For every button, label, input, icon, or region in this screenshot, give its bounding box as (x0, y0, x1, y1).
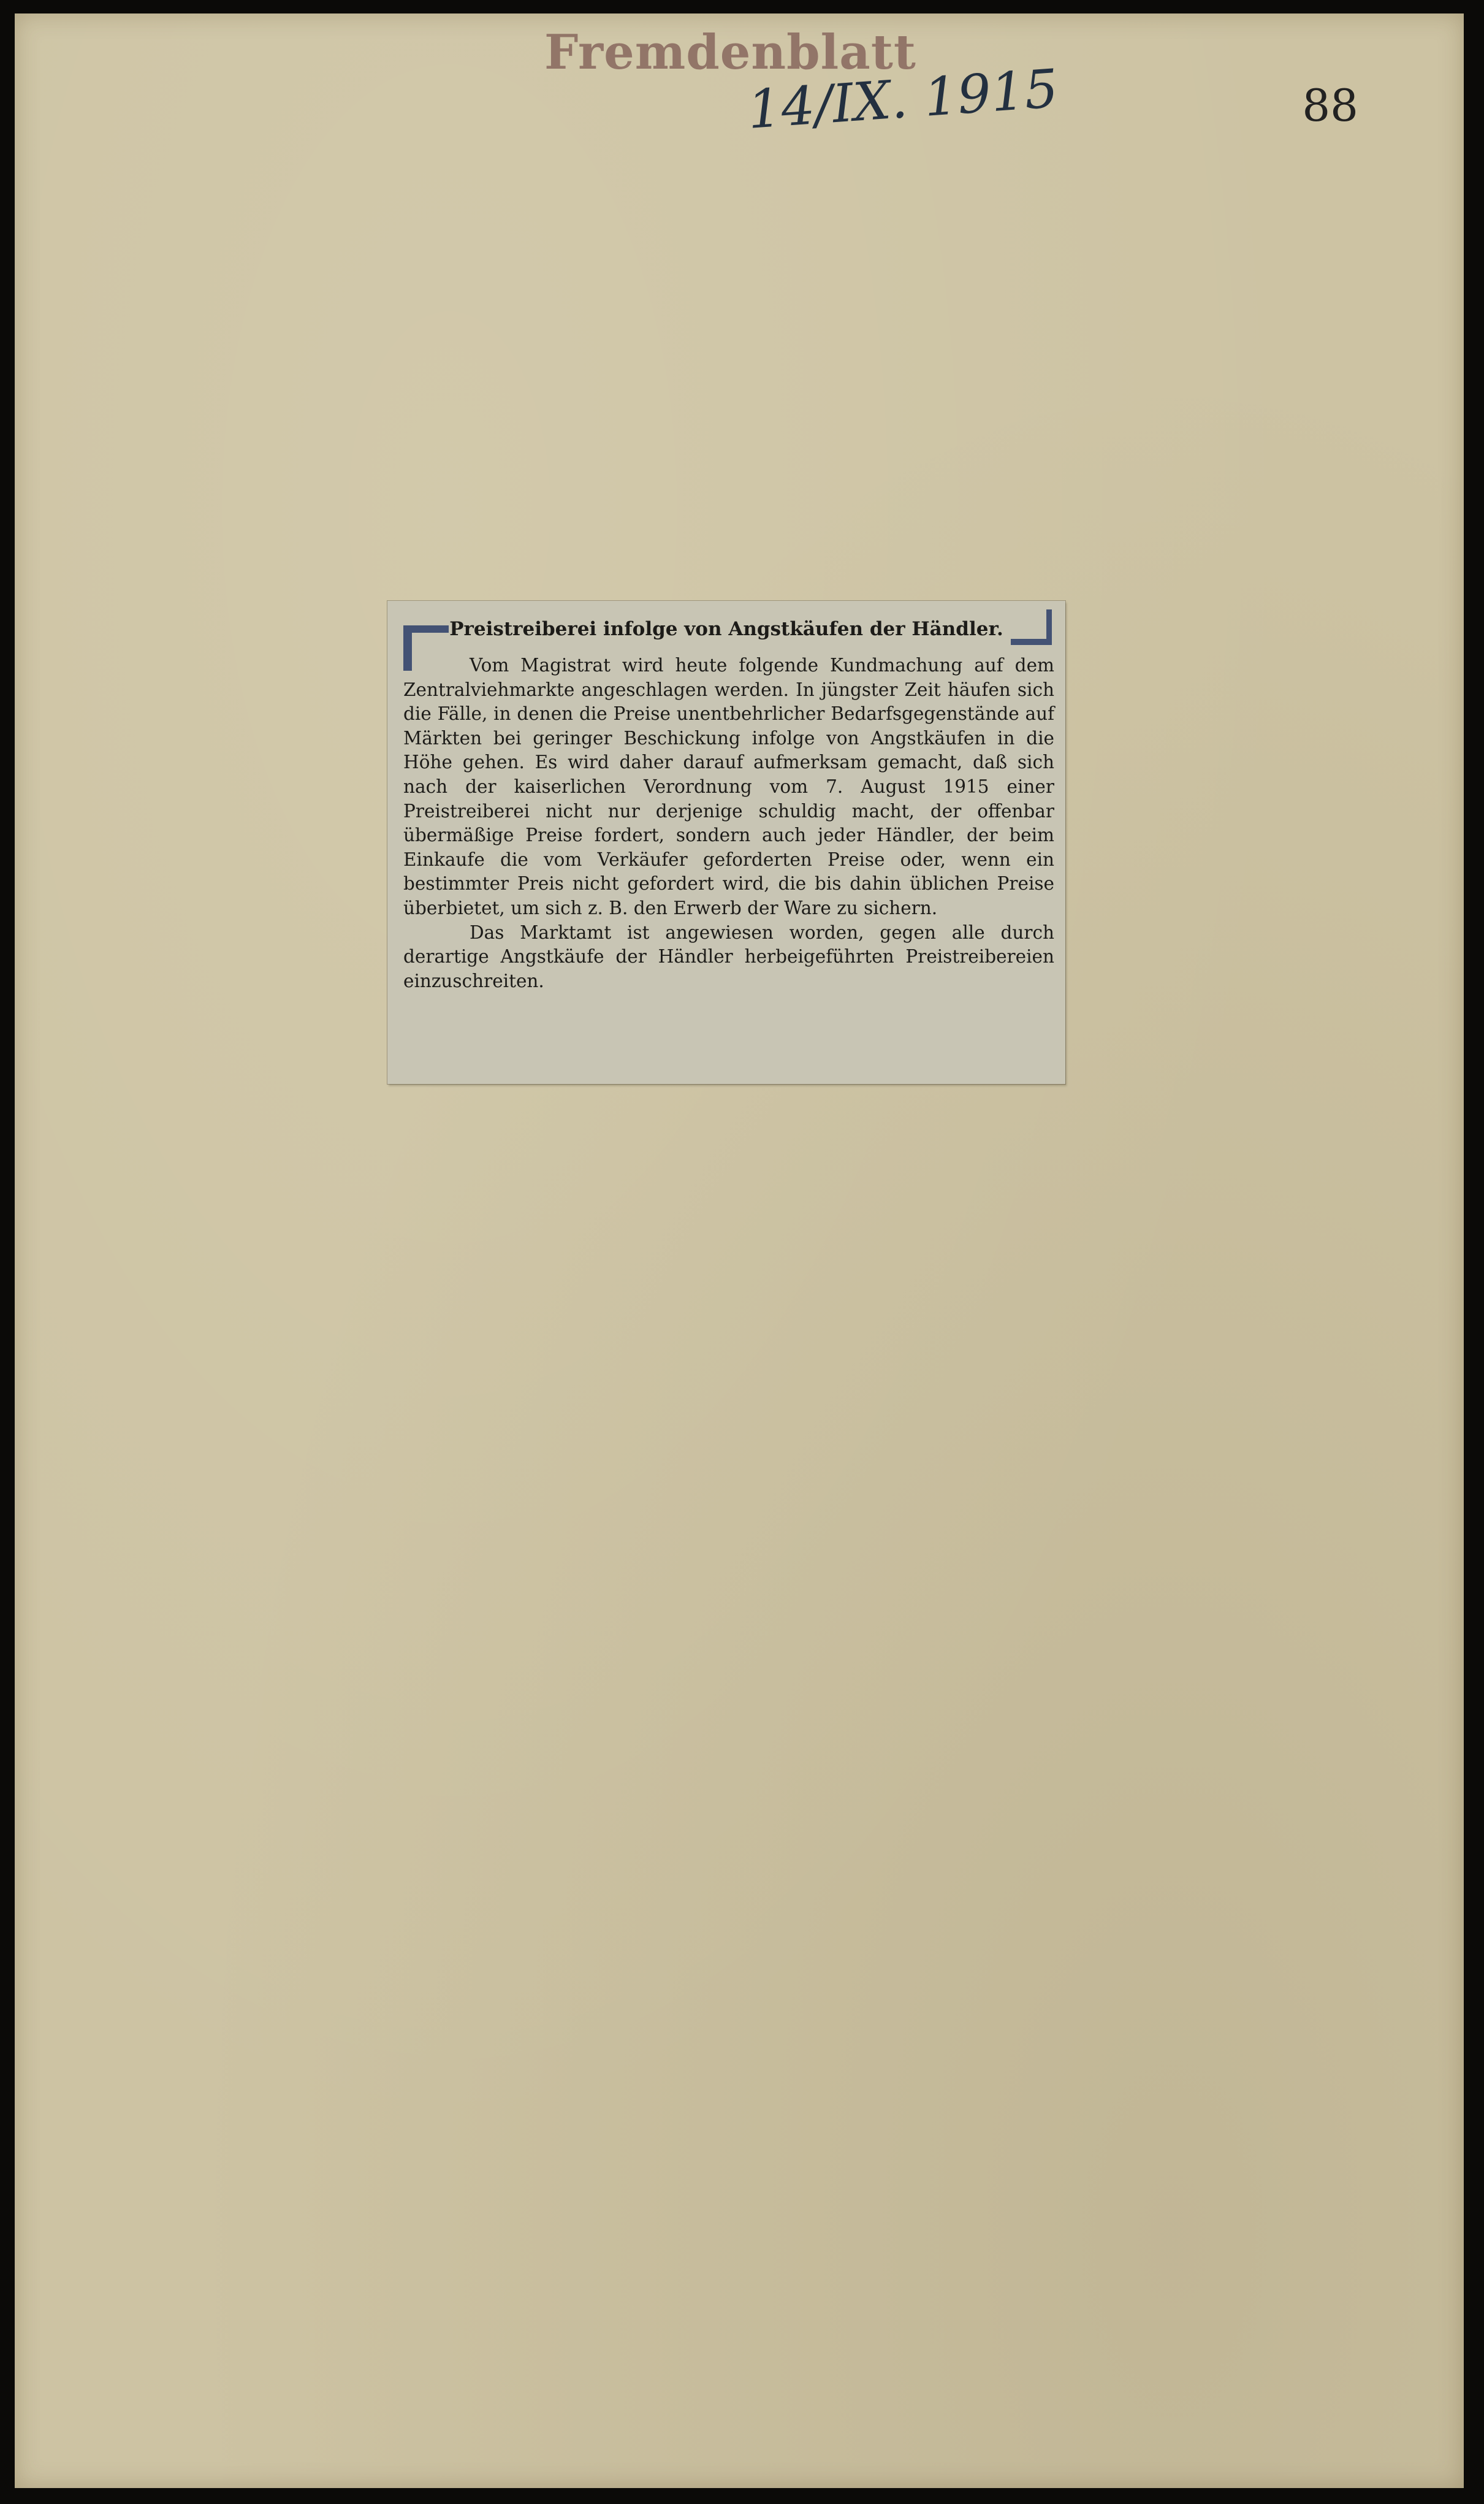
newspaper-name-stamp: Fremdenblatt (544, 25, 916, 80)
newspaper-clipping (387, 601, 1065, 1084)
archive-page (15, 13, 1464, 2488)
article-paragraph: Vom Magistrat wird heute folgende Kundmachung auf dem Zentralviehmarkte angeschlagen werden. In jüngster Zeit häufen sich die Fälle, in denen die Preise unentbehrlicher Bedarfsgegenstände auf Märkten bei geringer Beschickung infolge von Angstkäufen in die Höhe gehen. Es wird daher darauf aufmerksam gemacht, daß sich nach der kaiserlichen Verordnung vom 7. August 1915 einer Preistreiberei nicht nur derjenige schuldig macht, der offenbar übermäßige Preise fordert, sondern auch jeder Händler, der beim Einkaufe die vom Verkäufer geforderten Preise oder, wenn ein bestimmter Preis nicht gefordert wird, die bis dahin üblichen Preise überbietet, um sich z. B. den Erwerb der Ware zu sichern. (403, 655, 1054, 918)
handwritten-date: 14/IX. 1915 (745, 58, 1060, 141)
page-number: 88 (1302, 80, 1358, 131)
article-title: Preistreiberei infolge von Angstkäufen der Händler. (449, 618, 1003, 640)
article-paragraph: Das Marktamt ist angewiesen worden, gegen alle durch derartige Angstkäufe der Händler herbeigeführten Preistreibereien einzuschreiten. (403, 922, 1054, 991)
article-body (403, 654, 1054, 993)
